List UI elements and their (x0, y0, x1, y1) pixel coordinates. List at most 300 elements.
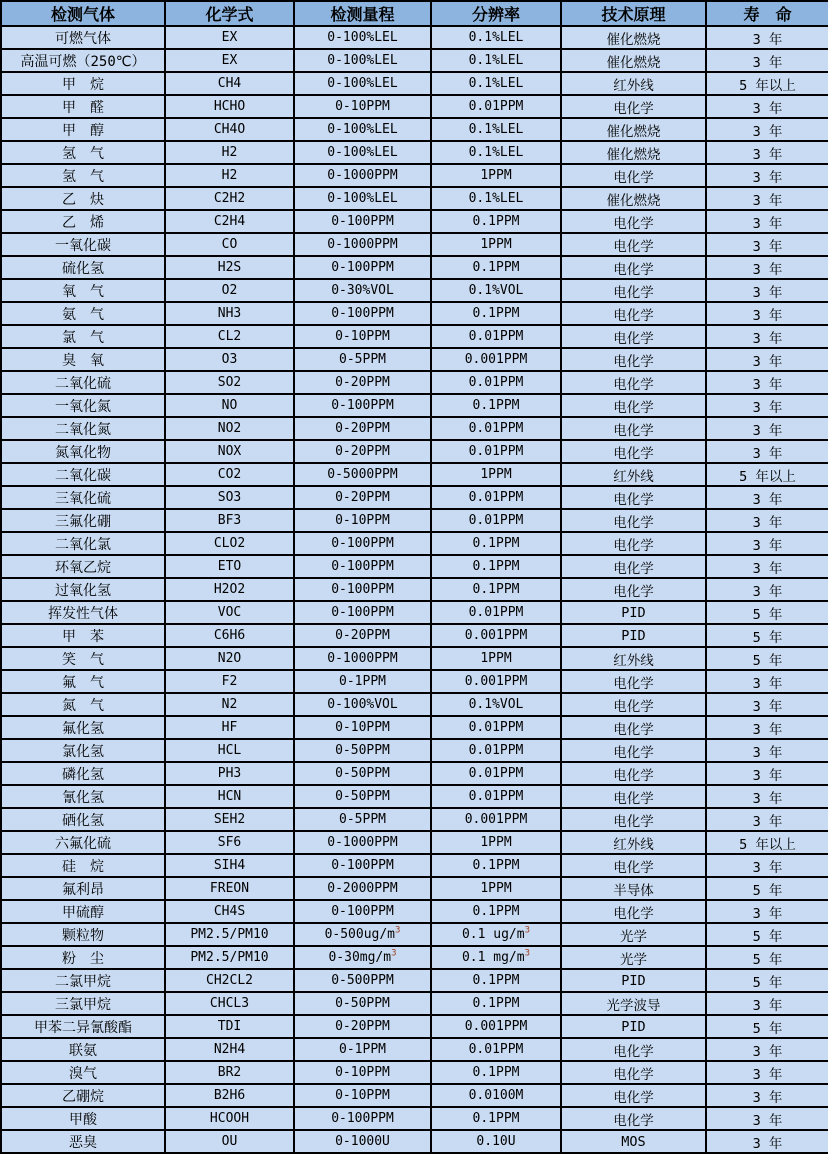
cell-principle: 电化学 (561, 1107, 706, 1130)
cell-lifespan: 3 年 (706, 49, 828, 72)
cell-lifespan: 5 年 (706, 969, 828, 992)
cell-gas: 氮 气 (1, 693, 165, 716)
cell-resolution: 0.01PPM (431, 739, 561, 762)
cell-principle: 电化学 (561, 739, 706, 762)
table-row (1, 49, 828, 72)
cell-resolution: 0.1PPM (431, 394, 561, 417)
cell-lifespan: 5 年以上 (706, 72, 828, 95)
cell-formula: SF6 (165, 831, 294, 854)
cell-gas: 氧 气 (1, 279, 165, 302)
cell-range: 0-30%VOL (294, 279, 431, 302)
cell-gas: 臭 氧 (1, 348, 165, 371)
table-row (1, 854, 828, 877)
cell-principle: 红外线 (561, 72, 706, 95)
cell-resolution: 0.1PPM (431, 210, 561, 233)
cell-principle: 电化学 (561, 762, 706, 785)
table-body (1, 26, 828, 1153)
cell-formula: CLO2 (165, 532, 294, 555)
table-row (1, 348, 828, 371)
cell-formula: C2H4 (165, 210, 294, 233)
cell-formula: HCL (165, 739, 294, 762)
table-row (1, 923, 828, 946)
cell-lifespan: 3 年 (706, 854, 828, 877)
cell-resolution: 0.0100M (431, 1084, 561, 1107)
cell-gas: 联氨 (1, 1038, 165, 1061)
table-row (1, 26, 828, 49)
table-row (1, 141, 828, 164)
cell-range: 0-10PPM (294, 95, 431, 118)
cell-formula: OU (165, 1130, 294, 1153)
cell-formula: H2 (165, 141, 294, 164)
cell-resolution: 0.1PPM (431, 1107, 561, 1130)
cell-resolution: 1PPM (431, 463, 561, 486)
table-row (1, 1107, 828, 1130)
cell-resolution: 1PPM (431, 877, 561, 900)
table-row (1, 716, 828, 739)
cell-formula: HF (165, 716, 294, 739)
cell-resolution: 0.10U (431, 1130, 561, 1153)
cell-formula: N2 (165, 693, 294, 716)
cell-principle: 电化学 (561, 1038, 706, 1061)
cell-resolution: 0.001PPM (431, 1015, 561, 1038)
cell-resolution: 0.001PPM (431, 670, 561, 693)
cell-lifespan: 3 年 (706, 325, 828, 348)
cell-range: 0-10PPM (294, 1084, 431, 1107)
table-row (1, 670, 828, 693)
cell-principle: 电化学 (561, 1084, 706, 1107)
cell-lifespan: 3 年 (706, 555, 828, 578)
cell-resolution: 0.01PPM (431, 601, 561, 624)
cell-formula: BF3 (165, 509, 294, 532)
cell-principle: 电化学 (561, 348, 706, 371)
table-row (1, 900, 828, 923)
cell-lifespan: 3 年 (706, 808, 828, 831)
cell-principle: 催化燃烧 (561, 26, 706, 49)
cell-formula: VOC (165, 601, 294, 624)
cell-range: 0-100PPM (294, 256, 431, 279)
cell-lifespan: 3 年 (706, 141, 828, 164)
table-row (1, 279, 828, 302)
cell-resolution: 0.1PPM (431, 256, 561, 279)
cell-principle: 电化学 (561, 532, 706, 555)
cell-range: 0-10PPM (294, 716, 431, 739)
cell-formula: B2H6 (165, 1084, 294, 1107)
cell-formula: C2H2 (165, 187, 294, 210)
cell-lifespan: 3 年 (706, 417, 828, 440)
cell-resolution: 0.01PPM (431, 325, 561, 348)
cell-gas: 乙硼烷 (1, 1084, 165, 1107)
table-row (1, 946, 828, 969)
table-row (1, 578, 828, 601)
table-row (1, 739, 828, 762)
cell-lifespan: 3 年 (706, 670, 828, 693)
cell-principle: 电化学 (561, 417, 706, 440)
cell-formula: BR2 (165, 1061, 294, 1084)
cell-principle: 光学 (561, 923, 706, 946)
cell-principle: 红外线 (561, 647, 706, 670)
cell-gas: 氮氧化物 (1, 440, 165, 463)
table-row (1, 532, 828, 555)
cell-range: 0-100PPM (294, 302, 431, 325)
cell-lifespan: 5 年 (706, 1015, 828, 1038)
cell-range: 0-10PPM (294, 509, 431, 532)
cell-principle: 电化学 (561, 394, 706, 417)
cell-resolution: 1PPM (431, 831, 561, 854)
cell-range: 0-1000U (294, 1130, 431, 1153)
cell-resolution: 0.1PPM (431, 900, 561, 923)
table-row (1, 1038, 828, 1061)
cell-range: 0-100%LEL (294, 118, 431, 141)
cell-gas: 硒化氢 (1, 808, 165, 831)
cell-resolution: 0.01PPM (431, 716, 561, 739)
table-row (1, 371, 828, 394)
cell-formula: HCHO (165, 95, 294, 118)
cell-lifespan: 3 年 (706, 900, 828, 923)
cell-gas: 溴气 (1, 1061, 165, 1084)
cell-principle: 催化燃烧 (561, 118, 706, 141)
cell-range: 0-100PPM (294, 900, 431, 923)
cell-range: 0-50PPM (294, 739, 431, 762)
table-row (1, 808, 828, 831)
cell-formula: CO (165, 233, 294, 256)
table-row (1, 601, 828, 624)
header-range: 检测量程 (294, 1, 431, 26)
cell-range: 0-50PPM (294, 785, 431, 808)
cell-gas: 可燃气体 (1, 26, 165, 49)
cell-lifespan: 3 年 (706, 1130, 828, 1153)
table-row (1, 95, 828, 118)
cell-formula: CH2CL2 (165, 969, 294, 992)
cell-gas: 高温可燃（250℃） (1, 49, 165, 72)
cell-lifespan: 5 年 (706, 946, 828, 969)
cell-range: 0-2000PPM (294, 877, 431, 900)
cell-gas: 三氟化硼 (1, 509, 165, 532)
cell-formula: NO2 (165, 417, 294, 440)
cell-formula: H2O2 (165, 578, 294, 601)
cell-formula: SIH4 (165, 854, 294, 877)
cell-gas: 挥发性气体 (1, 601, 165, 624)
cell-range: 0-100PPM (294, 601, 431, 624)
cell-resolution: 0.1%LEL (431, 72, 561, 95)
cell-lifespan: 3 年 (706, 693, 828, 716)
cell-gas: 氢 气 (1, 164, 165, 187)
cell-resolution: 0.1%VOL (431, 279, 561, 302)
cell-lifespan: 3 年 (706, 785, 828, 808)
cell-resolution: 0.001PPM (431, 808, 561, 831)
cell-formula: CL2 (165, 325, 294, 348)
cell-principle: 光学 (561, 946, 706, 969)
cell-range: 0-100PPM (294, 210, 431, 233)
cell-resolution: 0.1 $ug/m^3$ (431, 923, 561, 946)
cell-resolution: 0.1%LEL (431, 49, 561, 72)
cell-gas: 氯 气 (1, 325, 165, 348)
cell-lifespan: 3 年 (706, 992, 828, 1015)
table-row (1, 509, 828, 532)
table-row (1, 1061, 828, 1084)
cell-gas: 粉 尘 (1, 946, 165, 969)
cell-resolution: 0.1PPM (431, 854, 561, 877)
cell-gas: 乙 烯 (1, 210, 165, 233)
cell-gas: 三氯甲烷 (1, 992, 165, 1015)
cell-gas: 氯化氢 (1, 739, 165, 762)
cell-lifespan: 3 年 (706, 164, 828, 187)
cell-range: 0-20PPM (294, 1015, 431, 1038)
table-row (1, 877, 828, 900)
cell-resolution: 0.1PPM (431, 969, 561, 992)
cell-gas: 环氧乙烷 (1, 555, 165, 578)
cell-resolution: 0.01PPM (431, 509, 561, 532)
cell-lifespan: 3 年 (706, 762, 828, 785)
cell-range: 0-100%LEL (294, 72, 431, 95)
cell-principle: 电化学 (561, 371, 706, 394)
cell-lifespan: 5 年 (706, 601, 828, 624)
cell-lifespan: 5 年以上 (706, 463, 828, 486)
cell-lifespan: 3 年 (706, 95, 828, 118)
cell-resolution: 0.01PPM (431, 486, 561, 509)
table-row (1, 164, 828, 187)
cell-principle: 电化学 (561, 325, 706, 348)
cell-principle: PID (561, 1015, 706, 1038)
cell-formula: O3 (165, 348, 294, 371)
cell-resolution: 0.01PPM (431, 1038, 561, 1061)
cell-resolution: 0.01PPM (431, 762, 561, 785)
cell-gas: 氟利昂 (1, 877, 165, 900)
cell-lifespan: 3 年 (706, 486, 828, 509)
cell-gas: 甲 苯 (1, 624, 165, 647)
cell-principle: 电化学 (561, 693, 706, 716)
cell-formula: CH4S (165, 900, 294, 923)
cell-principle: 电化学 (561, 578, 706, 601)
cell-range: 0-10PPM (294, 1061, 431, 1084)
cell-gas: 磷化氢 (1, 762, 165, 785)
cell-formula: CH4O (165, 118, 294, 141)
cell-principle: PID (561, 624, 706, 647)
cell-range: 0-100PPM (294, 578, 431, 601)
cell-gas: 一氧化碳 (1, 233, 165, 256)
cell-formula: F2 (165, 670, 294, 693)
cell-principle: PID (561, 601, 706, 624)
table-row (1, 463, 828, 486)
cell-lifespan: 3 年 (706, 739, 828, 762)
header-resolution: 分辨率 (431, 1, 561, 26)
table-row (1, 785, 828, 808)
table-row (1, 440, 828, 463)
cell-formula: NO (165, 394, 294, 417)
cell-lifespan: 3 年 (706, 348, 828, 371)
cell-principle: 电化学 (561, 900, 706, 923)
cell-principle: 红外线 (561, 463, 706, 486)
cell-range: 0-20PPM (294, 417, 431, 440)
table-row (1, 1084, 828, 1107)
cell-principle: 电化学 (561, 164, 706, 187)
cell-lifespan: 3 年 (706, 532, 828, 555)
header-formula: 化学式 (165, 1, 294, 26)
cell-principle: 电化学 (561, 256, 706, 279)
cell-gas: 甲 醇 (1, 118, 165, 141)
cell-resolution: 0.1PPM (431, 532, 561, 555)
cell-formula: SO3 (165, 486, 294, 509)
cell-resolution: 1PPM (431, 164, 561, 187)
cell-range: 0-20PPM (294, 624, 431, 647)
cell-resolution: 0.1%LEL (431, 141, 561, 164)
cell-lifespan: 3 年 (706, 26, 828, 49)
cell-lifespan: 5 年以上 (706, 831, 828, 854)
cell-principle: 电化学 (561, 716, 706, 739)
cell-resolution: 0.1PPM (431, 302, 561, 325)
cell-lifespan: 3 年 (706, 210, 828, 233)
table-row (1, 647, 828, 670)
cell-resolution: 0.1%LEL (431, 187, 561, 210)
table-row (1, 693, 828, 716)
cell-gas: 二氧化碳 (1, 463, 165, 486)
cell-range: 0-50PPM (294, 992, 431, 1015)
cell-resolution: 0.01PPM (431, 417, 561, 440)
cell-principle: 催化燃烧 (561, 141, 706, 164)
header-gas: 检测气体 (1, 1, 165, 26)
table-row (1, 394, 828, 417)
header-principle: 技术原理 (561, 1, 706, 26)
cell-formula: CO2 (165, 463, 294, 486)
table-row (1, 118, 828, 141)
cell-gas: 硫化氢 (1, 256, 165, 279)
cell-range: 0-5PPM (294, 348, 431, 371)
cell-gas: 一氧化氮 (1, 394, 165, 417)
cell-formula: N2H4 (165, 1038, 294, 1061)
cell-range: 0-5PPM (294, 808, 431, 831)
cell-gas: 二氧化硫 (1, 371, 165, 394)
cell-gas: 硅 烷 (1, 854, 165, 877)
cell-range: 0-500PPM (294, 969, 431, 992)
cell-resolution: 0.1PPM (431, 1061, 561, 1084)
cell-lifespan: 5 年 (706, 877, 828, 900)
cell-gas: 氟化氢 (1, 716, 165, 739)
cell-lifespan: 5 年 (706, 624, 828, 647)
cell-range: 0-1PPM (294, 670, 431, 693)
cell-lifespan: 3 年 (706, 440, 828, 463)
table-row (1, 187, 828, 210)
table-row (1, 256, 828, 279)
cell-range: 0-1PPM (294, 1038, 431, 1061)
cell-lifespan: 3 年 (706, 578, 828, 601)
cell-formula: C6H6 (165, 624, 294, 647)
cell-principle: PID (561, 969, 706, 992)
cell-gas: 过氧化氢 (1, 578, 165, 601)
cell-lifespan: 5 年 (706, 647, 828, 670)
cell-range: 0-1000PPM (294, 831, 431, 854)
cell-lifespan: 3 年 (706, 233, 828, 256)
cell-principle: 光学波导 (561, 992, 706, 1015)
cell-gas: 甲酸 (1, 1107, 165, 1130)
cell-principle: 催化燃烧 (561, 49, 706, 72)
cell-resolution: 0.01PPM (431, 371, 561, 394)
cell-resolution: 1PPM (431, 233, 561, 256)
cell-resolution: 0.01PPM (431, 440, 561, 463)
cell-resolution: 0.001PPM (431, 348, 561, 371)
cell-lifespan: 3 年 (706, 371, 828, 394)
cell-range: 0-20PPM (294, 486, 431, 509)
cell-formula: N2O (165, 647, 294, 670)
cell-gas: 氰化氢 (1, 785, 165, 808)
table-row (1, 210, 828, 233)
cell-gas: 二氧化氮 (1, 417, 165, 440)
cell-formula: ETO (165, 555, 294, 578)
header-lifespan: 寿 命 (706, 1, 828, 26)
cell-principle: 红外线 (561, 831, 706, 854)
cell-formula: H2 (165, 164, 294, 187)
cell-range: 0-100PPM (294, 854, 431, 877)
cell-gas: 笑 气 (1, 647, 165, 670)
cell-gas: 甲硫醇 (1, 900, 165, 923)
cell-formula: HCOOH (165, 1107, 294, 1130)
cell-principle: MOS (561, 1130, 706, 1153)
cell-lifespan: 3 年 (706, 279, 828, 302)
cell-gas: 氢 气 (1, 141, 165, 164)
cell-formula: SEH2 (165, 808, 294, 831)
cell-range: 0-100PPM (294, 555, 431, 578)
cell-lifespan: 3 年 (706, 716, 828, 739)
cell-formula: NOX (165, 440, 294, 463)
cell-principle: 电化学 (561, 210, 706, 233)
table-row (1, 486, 828, 509)
cell-range: 0-5000PPM (294, 463, 431, 486)
cell-resolution: 0.001PPM (431, 624, 561, 647)
table-row (1, 624, 828, 647)
cell-principle: 半导体 (561, 877, 706, 900)
cell-gas: 甲苯二异氰酸酯 (1, 1015, 165, 1038)
cell-range: 0-20PPM (294, 440, 431, 463)
cell-resolution: 0.1%VOL (431, 693, 561, 716)
cell-lifespan: 3 年 (706, 118, 828, 141)
cell-gas: 颗粒物 (1, 923, 165, 946)
cell-gas: 氨 气 (1, 302, 165, 325)
cell-range: 0-1000PPM (294, 164, 431, 187)
cell-formula: FREON (165, 877, 294, 900)
cell-resolution: 0.1PPM (431, 992, 561, 1015)
cell-gas: 恶臭 (1, 1130, 165, 1153)
table-row (1, 325, 828, 348)
cell-lifespan: 3 年 (706, 1084, 828, 1107)
cell-formula: PM2.5/PM10 (165, 946, 294, 969)
cell-range: 0-100%VOL (294, 693, 431, 716)
cell-range: 0-10PPM (294, 325, 431, 348)
cell-lifespan: 3 年 (706, 302, 828, 325)
cell-lifespan: 3 年 (706, 256, 828, 279)
cell-range: 0-100%LEL (294, 26, 431, 49)
table-row (1, 762, 828, 785)
cell-principle: 电化学 (561, 440, 706, 463)
cell-formula: H2S (165, 256, 294, 279)
cell-range: 0-100PPM (294, 394, 431, 417)
cell-gas: 甲 醛 (1, 95, 165, 118)
cell-formula: HCN (165, 785, 294, 808)
table-row (1, 992, 828, 1015)
cell-principle: 电化学 (561, 1061, 706, 1084)
cell-range: 0-1000PPM (294, 233, 431, 256)
cell-resolution: 0.1PPM (431, 578, 561, 601)
cell-principle: 电化学 (561, 808, 706, 831)
cell-principle: 电化学 (561, 486, 706, 509)
cell-formula: EX (165, 26, 294, 49)
cell-range: 0-100%LEL (294, 187, 431, 210)
cell-principle: 电化学 (561, 785, 706, 808)
cell-principle: 电化学 (561, 279, 706, 302)
cell-gas: 二氧化氯 (1, 532, 165, 555)
table-row (1, 555, 828, 578)
cell-resolution: 1PPM (431, 647, 561, 670)
cell-lifespan: 3 年 (706, 1038, 828, 1061)
cell-lifespan: 3 年 (706, 509, 828, 532)
table-row (1, 831, 828, 854)
